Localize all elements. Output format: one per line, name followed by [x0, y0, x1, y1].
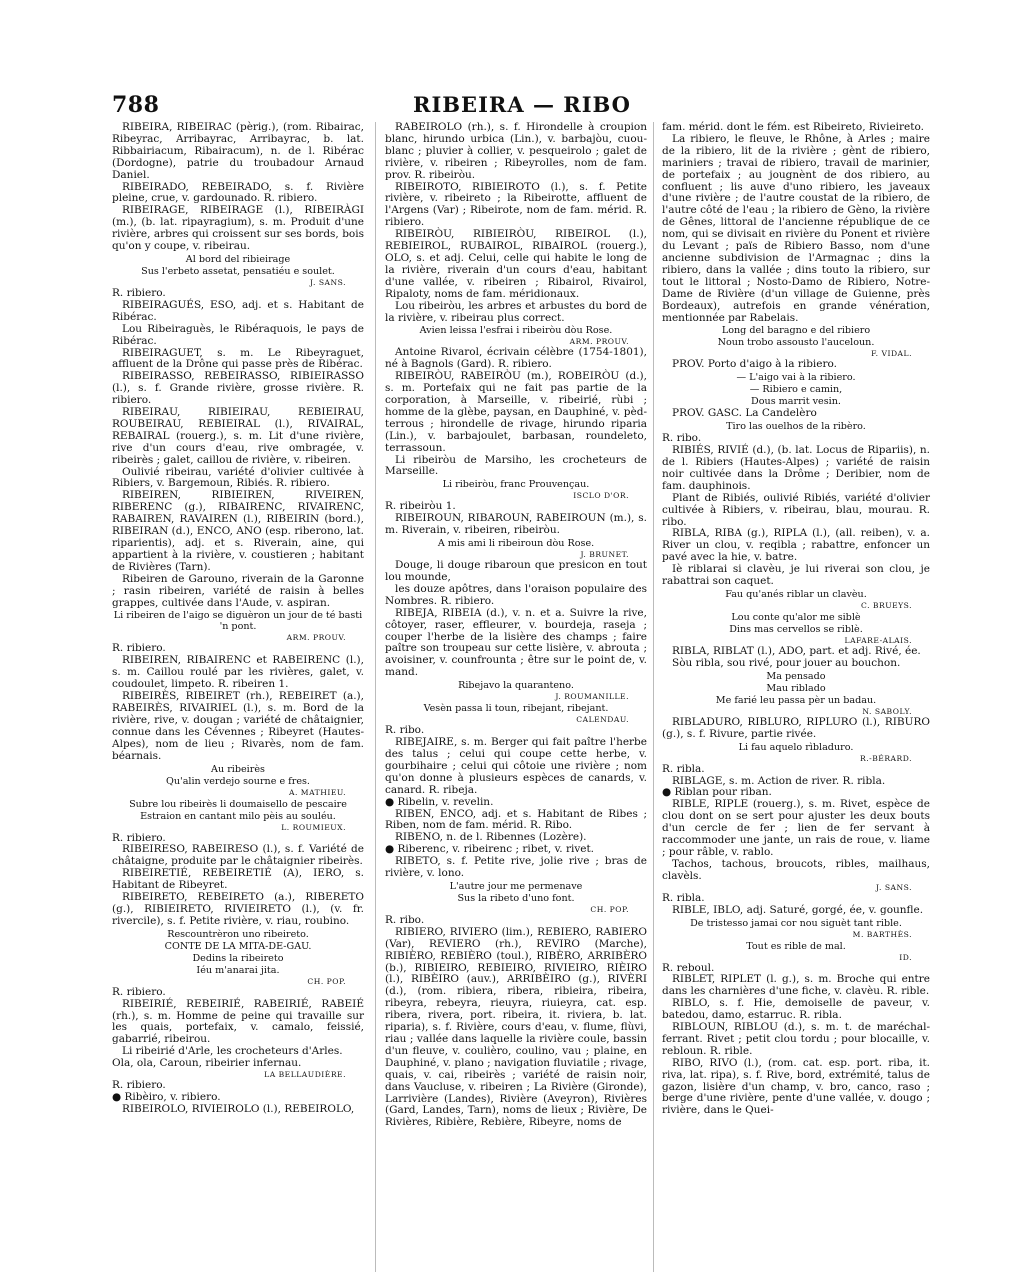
- etymology-reference: R. ribo.: [385, 913, 425, 926]
- page-header: [112, 92, 932, 118]
- quotation-line: Lou conte qu'alor me siblè: [731, 612, 861, 623]
- dictionary-entry: RIBLE, IBLO, adj. Saturé, gorgé, ée, v. gounfle.: [672, 903, 924, 916]
- quotation-source: LAFARE-ALAIS.: [844, 636, 912, 645]
- etymology-reference: R. ribo.: [662, 432, 702, 445]
- dictionary-entry: RIBETO, s. f. Petite rive, jolie rive ; bras de rivière, v. lono.: [385, 855, 647, 880]
- column-right: [662, 122, 930, 1117]
- dictionary-entry: Iè riblarai si clavèu, je lui riverai son clou, je rabattrai son caquet.: [662, 563, 930, 588]
- quotation-source: J. SANS.: [310, 277, 346, 287]
- dictionary-entry: RIBEIRÈS, RIBEIRET (rh.), REBEIRET (a.), RABEIRÈS, RIVAIRIEL (l.), s. m. Bord de la rivière, rive, v. dougan ; variété de châtaignier, connue dans les Cévennes ; Ribeyret (Hautes-Alpes), nom de lieu ; Rivarès, nom de fam. béarnais.: [112, 690, 364, 762]
- dictionary-entry: RIBLA, RIBA (g.), RIPLA (l.), (all. reiben), v. a. River un clou, v. reqibla ; rabattre, enfoncer un pavé avec la hie, v. batre.: [662, 527, 930, 564]
- dictionary-entry: RIBLE, RIPLE (rouerg.), s. m. Rivet, espèce de clou dont on se sert pour ajuster les deux bouts d'un cercle de fer ; lien de fer servant à raccommoder une jante, un rais de roue, v. liame ; pour râble, v. rablo.: [662, 798, 930, 858]
- dictionary-entry: Li ribeirié d'Arle, les crocheteurs d'Arles.: [122, 1045, 343, 1058]
- dictionary-entry: RIBEIRETIÉ, REBEIRETIÉ (A), IERO, s. Habitant de Ribeyret.: [112, 867, 364, 892]
- dictionary-entry: Oulivié ribeirau, variété d'olivier cultivée à Ribiers, v. Bargemoun, Ribiés. R. ribiero.: [112, 465, 364, 490]
- running-head: RIBEIRA — RIBO: [413, 92, 631, 117]
- quotation-line: Subre lou ribeirès li doumaisello de pescaire: [129, 798, 347, 810]
- quotation-line: Dous marrit vesin.: [751, 396, 841, 408]
- dictionary-entry: Tachos, tachous, broucots, ribles, mailhaus, clavèls.: [662, 857, 930, 882]
- dictionary-entry: RIBLO, s. f. Hie, demoiselle de paveur, v. batedou, damo, estarruc. R. ribla.: [662, 997, 930, 1022]
- dictionary-entry: RIBEIROTO, RIBIEIROTO (l.), s. f. Petite rivière, v. ribeireto ; la Ribeirotte, affluent de l'Argens (Var) ; Ribeirote, nom de fam. mérid. R. ribiero.: [385, 180, 647, 229]
- etymology-reference: R. ribiero.: [112, 831, 166, 844]
- dictionary-entry: RIBEIRASSO, REBEIRASSO, RIBIEIRASSO (l.), s. f. Grande rivière, grosse rivière. R. ribiero.: [112, 370, 364, 407]
- column-divider: [653, 122, 654, 1272]
- quotation-line: Dedins la ribeireto: [192, 952, 284, 964]
- quotation-source: F. VIDAL.: [871, 349, 912, 359]
- etymology-reference: R. ribiero.: [112, 985, 166, 998]
- quotation-line: — Ribiero e camin,: [749, 384, 843, 396]
- etymology-reference: R. ribiero.: [112, 1079, 166, 1092]
- quotation-line: Tiro las ouelhos de la ribèro.: [726, 421, 866, 433]
- quotation-source: CH. POP.: [307, 976, 346, 986]
- dictionary-entry: Sòu ribla, sou rivé, pour jouer au bouchon.: [672, 656, 901, 669]
- etymology-reference: R. ribla.: [662, 891, 705, 904]
- dictionary-entry: Li ribeiròu de Marsiho, les crocheteurs de Marseille.: [385, 453, 647, 478]
- quotation-line: Au ribeirès: [211, 763, 265, 775]
- dictionary-entry: RIBEIROLO, RIVIEIROLO (l.), REBEIROLO,: [122, 1102, 355, 1115]
- dictionary-entry: RIBLADURO, RIBLURO, RIPLURO (l.), RIBURO (g.), s. f. Rivure, partie rivée.: [662, 715, 930, 740]
- dictionary-entry: RIBLOUN, RIBLOU (d.), s. m. t. de maréchal-ferrant. Rivet ; petit clou tordu ; pour blocaille, v. rebloun. R. rible.: [662, 1021, 930, 1057]
- dictionary-entry: La ribiero, le fleuve, le Rhône, à Arles ; maire de la ribiero, lit de la rivière ; gènt de ribiero, mariniers ; travai de ribiero, travail de marinier, de portefaix ; au jougnènt de dos ribiero, au confluent ; lis auve d'uno ribiero, les javeaux d'une rivière ; de l'autre coustat de la ribiero, de l'autre côté de l'eau ; la ribiero de Gèno, la rivière de Gênes, littoral de l'ancienne république de ce nom, qui se divisait en rivière du Ponent et rivière du Levant ; païs de Ribiero Basso, nom d'une ancienne subdivision de l'Armagnac ; dins la ribiero, dans la vallée ; dins touto la ribiero, sur tout le littoral ; Nosto-Damo de Ribiero, Notre-Dame de Rivière (d'un village de Guienne, près Bordeaux), autrefois en grande vénération, mentionnée par Rabelais.: [662, 132, 930, 324]
- quotation-source: A. MATHIEU.: [288, 787, 346, 797]
- quotation-source: ID.: [899, 952, 912, 962]
- quotation-source: ISCLO D'OR.: [573, 491, 629, 501]
- quotation-line: Fau qu'anés riblar un clavèu.: [725, 589, 867, 600]
- cross-reference: ● Ribèiro, v. ribiero.: [112, 1091, 221, 1103]
- quotation-line: A mis ami li ribeiroun dòu Rose.: [437, 538, 595, 550]
- quotation-line: Me farié leu passa pèr un badau.: [715, 694, 877, 706]
- dictionary-entry: RIBEJAIRE, s. m. Berger qui fait paître l'herbe des talus ; celui qui coupe cette herbe, v. gourbihaire ; celui qui côtoie une rivière ; nom qu'on donne à plusieurs espèces de canards, v. canard. R. ribeja.: [385, 736, 647, 796]
- dictionary-entry: RIBEIRETO, REBEIRETO (a.), RIBERETO (g.), RIBIEIRETO, RIVIEIRETO (l.), (v. fr. rivercile), s. f. Petite rivière, v. riau, roubino.: [112, 891, 364, 927]
- dictionary-entry: RIBEJA, RIBEIA (d.), v. n. et a. Suivre la rive, côtoyer, raser, effleurer, v. bourdeja, raseja ; couper l'herbe de la lisière des champs ; faire paître son troupeau sur cette lisière, v. abrouta ; avoisiner, v. counfrounta ; être sur le point de, v. mand.: [385, 606, 647, 679]
- dictionary-entry: RIBIÉS, RIVIÉ (d.), (b. lat. Locus de Ripariis), n. de l. Ribiers (Hautes-Alpes) ; variété de raisin noir cultivée dans la Drôme ; Deribier, nom de fam. dauphinois.: [662, 444, 930, 492]
- quotation-line: Dins mas cervellos se riblè.: [729, 624, 863, 635]
- quotation-line: Sus la ribeto d'uno font.: [457, 892, 575, 904]
- etymology-reference: R. ribo.: [385, 724, 425, 737]
- quotation-line: Rescountrèron uno ribeireto.: [167, 928, 309, 940]
- dictionary-entry: les douze apôtres, dans l'oraison populaire des Nombres. R. ribiero.: [385, 582, 647, 607]
- quotation-line: De tristesso jamai cor nou siguèt tant rible.: [690, 917, 902, 929]
- quotation-source: CALENDAU.: [576, 715, 629, 725]
- quotation-source: LA BELLAUDIÈRE.: [264, 1070, 346, 1080]
- quotation-line: Vesèn passa li toun, ribejant, ribejant.: [423, 703, 609, 715]
- dictionary-entry: PROV. GASC. La Candelèro: [672, 407, 817, 420]
- quotation-line: Iéu m'anarai jita.: [196, 964, 280, 976]
- dictionary-entry: Antoine Rivarol, écrivain célèbre (1754-1801), né à Bagnols (Gard). R. ribiero.: [385, 346, 647, 371]
- dictionary-entry: RIBEIRA, RIBEIRAC (pèrig.), (rom. Ribairac, Ribeyrac, Arribayrac, Arribayrac, b. lat. Ribbairiacum, Ribairacum), n. de l. Ribérac (Dordogne), patrie du troubadour Arnaud Daniel.: [112, 121, 364, 181]
- dictionary-entry: RIBEIROUN, RIBAROUN, RABEIROUN (m.), s. m. Riverain, v. ribeiren, ribeiròu.: [385, 512, 647, 537]
- quotation-line: Al bord del ribieirage: [185, 253, 291, 265]
- quotation-line: Ribejavo la quaranteno.: [458, 680, 574, 692]
- quotation-line: Li fau aquelo rìbladuro.: [738, 741, 854, 753]
- dictionary-entry: RIBEIRESO, RABEIRESO (l.), s. f. Variété de châtaigne, produite par le châtaignier ribeirès.: [112, 843, 364, 868]
- quotation-source: CH. POP.: [590, 904, 629, 914]
- dictionary-entry: RIBEIRAGE, RIBEIRAGE (l.), RIBEIRÀGI (m.), (b. lat. ripayragium), s. m. Produit d'une rivière, arbres qui croissent sur ses bords, bois qu'on y coupe, v. ribeirau.: [112, 204, 364, 253]
- dictionary-entry: RIBLAGE, s. m. Action de river. R. ribla.: [672, 774, 886, 787]
- page-number: 788: [112, 92, 160, 118]
- quotation-source: J. SANS.: [876, 882, 912, 892]
- quotation-source: J. BRUNET.: [580, 550, 629, 560]
- quotation-source: ARM. PROUV.: [569, 337, 629, 347]
- column-middle: [385, 122, 647, 1129]
- quotation-source: ARM. PROUV.: [286, 633, 346, 643]
- quotation-line: Sus l'erbeto assetat, pensatiéu e soulet.: [141, 265, 335, 277]
- etymology-reference: R. reboul.: [662, 961, 715, 974]
- column-divider: [375, 122, 376, 1272]
- etymology-reference: R. ribeiròu 1.: [385, 500, 456, 513]
- quotation-source: M. BARTHÈS.: [852, 929, 912, 939]
- etymology-reference: fam. mérid. dont le fém. est Ribeireto, Rivieireto.: [662, 121, 924, 133]
- cross-reference: ● Ribelin, v. revelin.: [385, 795, 494, 808]
- dictionary-entry: Ribeiren de Garouno, riverain de la Garonne ; rasin ribeiren, variété de raisin à belles grappes, cultivée dans l'Aude, v. aspiran.: [112, 572, 364, 609]
- dictionary-entry: RIBLET, RIPLET (l. g.), s. m. Broche qui entre dans les charnières d'une fiche, v. clavèu. R. rible.: [662, 973, 930, 998]
- column-left: [112, 122, 364, 1116]
- quotation-line: Li ribeiròu, franc Prouvençau.: [442, 479, 590, 491]
- dictionary-entry: RIBEIREN, RIBAIRENC et RABEIRENC (l.), s. m. Caillou roulé par les rivières, galet, v. coudoulet, limpeto. R. ribeiren 1.: [112, 654, 364, 691]
- quotation-line: — L'aigo vai à la ribiero.: [736, 372, 856, 384]
- dictionary-entry: RABEIROLO (rh.), s. f. Hirondelle à croupion blanc, hirundo urbica (Lin.), v. barbajòu, cuou-blanc ; pluvier à collier, v. pesqueirolo ; galet de rivière, v. ribeiren ; Ribeyrolles, nom de fam. prov. R. ribeiròu.: [385, 121, 647, 181]
- quotation-line: Li ribeiren de l'aigo se diguèron un jour de té basti 'n pont.: [113, 610, 363, 633]
- etymology-reference: R. ribiero.: [112, 642, 166, 655]
- dictionary-entry: RIBEIRIÉ, REBEIRIÉ, RABEIRIÉ, RABEIÉ (rh.), s. m. Homme de peine qui travaille sur les quais, portefaix, v. camalo, feissié, gabarrié, ribeirou.: [112, 997, 364, 1046]
- dictionary-entry: RIBIERO, RIVIERO (lim.), REBIERO, RABIERO (Var), REVIERO (rh.), REVIRO (Marche), RIBIÈRO, REBIÈRO (toul.), RIBÈRO, ARRIBÈRO (b.), RIBIEIRO, REBIEIRO, RIVIEIRO, RIÈIRO (l.), RIBÈIRO (auv.), ARRIBÈIRO (g.), RIVÈRI (d.), (rom. ribiera, ribera, ribieira, ribeira, ribeyra, rebeyra, rieuyra, riuieyra, cat. esp. ribera, rivera, port. ribeira, it. riviera, b. lat. riparia), s. f. Rivière, cours d'eau, v. flume, flùvi, riau ; vallée dans laquelle la rivière coule, bassin d'un fleuve, v. coulièro, coulino, vau ; plaine, en Dauphiné, v. plano ; navigation fluviatile ; rivage, quais, v. cai, ribeirès ; variété de raisin noir, dans Vaucluse, v. ribeiren ; La Rivière (Gironde), Larrivière (Landes), Rivière (Aveyron), Rivières (Gard, Landes, Tarn), noms de lieux ; Rivière, De Rivières, Ribière, Rebière, Ribeyre, noms de: [385, 925, 647, 1129]
- dictionary-entry: RIBEIREN, RIBIEIREN, RIVEIREN, RIBERENC (g.), RIBAIRENC, RIVAIRENC, RABAIREN, RAVAIREN (l.), RIBEIRIN (bord.), RIBEIRAN (d.), ENCO, ANO (esp. riberono, lat. riparientis), adj. et s. Riverain, aine, qui appartient à la rivière, v. coustieren ; habitant de Rivières (Tarn).: [112, 489, 364, 573]
- dictionary-entry: Plant de Ribiés, oulivié Ribiés, variété d'olivier cultivée à Ribiers, v. ribeirau, blau, mourau. R. ribo.: [662, 491, 930, 528]
- dictionary-entry: RIBEIRAGUÉS, ESO, adj. et s. Habitant de Ribérac.: [112, 298, 364, 323]
- dictionary-entry: RIBEIRÒU, RIBIEIRÒU, RIBEIROL (l.), REBIEIROL, RUBAIROL, RIBAIROL (rouerg.), OLO, s. et adj. Celui, celle qui habite le long de la rivière, riverain d'un cours d'eau, habitant d'une vallée, v. ribeiren ; Ribairol, Rivairol, Ripaloty, noms de fam. méridionaux.: [385, 228, 647, 300]
- quotation-line: Long del baragno e del ribiero: [721, 325, 871, 337]
- etymology-reference: Ola, ola, Caroun, ribeirier infernau.: [112, 1057, 302, 1070]
- quotation-line: CONTE DE LA MITA-DE-GAU.: [164, 940, 312, 952]
- dictionary-entry: RIBEN, ENCO, adj. et s. Habitant de Ribes ; Riben, nom de fam. mérid. R. Ribo.: [385, 807, 647, 832]
- dictionary-entry: RIBEIRADO, REBEIRADO, s. f. Rivière pleine, crue, v. gardounado. R. ribiero.: [112, 180, 364, 205]
- quotation-source: J. ROUMANILLE.: [555, 692, 629, 702]
- quotation-line: Tout es rible de mal.: [746, 940, 846, 952]
- etymology-reference: R. ribiero.: [112, 286, 166, 299]
- quotation-line: Noun trobo assousto l'auceloun.: [717, 337, 875, 349]
- quotation-source: R.-BÉRARD.: [860, 753, 912, 763]
- cross-reference: ● Riberenc, v. ribeirenc ; ribet, v. rivet.: [385, 843, 595, 856]
- quotation-source: N. SABOLY.: [862, 706, 912, 716]
- dictionary-entry: RIBEIRAU, RIBIEIRAU, REBIEIRAU, ROUBEIRAU, REBIEIRAL (l.), RIVAIRAL, REBAIRAL (rouerg.), s. m. Lit d'une rivière, rive d'un cours d'eau, rive ombragée, v. ribeirès ; galet, caillou de rivière, v. ribeiren.: [112, 406, 364, 466]
- dictionary-entry: Douge, li douge ribaroun que presicon en tout lou mounde,: [385, 559, 647, 583]
- dictionary-entry: PROV. Porto d'aigo à la ribiero.: [672, 358, 838, 371]
- dictionary-entry: Lou ribeiròu, les arbres et arbustes du bord de la rivière, v. ribeirau plus correct.: [385, 299, 647, 324]
- quotation-line: Qu'alin verdejo sourne e fres.: [166, 775, 310, 787]
- cross-reference: ● Riblan pour riban.: [662, 786, 772, 799]
- dictionary-entry: RIBEIRÒU, RABEIRÒU (m.), ROBEIRÒU (d.), s. m. Portefaix qui ne fait pas partie de la corporation, à Marseille, v. ribeirié, rùbi ; homme de la glèbe, paysan, en Dauphiné, v. pèd-terrous ; hirondelle de rivage, hirundo riparia (Lin.), v. barbajoulet, barbasan, roundeleto, terrassoun.: [385, 370, 647, 454]
- quotation-line: Mau riblado: [766, 682, 826, 694]
- dictionary-entry: RIBENO, n. de l. Ribennes (Lozère).: [395, 831, 587, 844]
- quotation-line: L'autre jour me permenave: [449, 880, 583, 892]
- quotation-line: Estraion en cantant milo pèis au souléu.: [140, 810, 336, 822]
- dictionary-entry: RIBLA, RIBLAT (l.), ADO, part. et adj. Rivé, ée.: [672, 645, 921, 657]
- quotation-line: Ma pensado: [766, 670, 826, 682]
- dictionary-entry: Lou Ribeiraguès, le Ribéraquois, le pays de Ribérac.: [112, 322, 364, 347]
- dictionary-entry: RIBO, RIVO (l.), (rom. cat. esp. port. riba, it. riva, lat. ripa), s. f. Rive, bord, extrémité, talus de gazon, lisière d'un champ, v. bro, canco, raso ; berge d'une rivière, pente d'une vallée, v. dougo ; rivière, dans le Quei-: [662, 1056, 930, 1117]
- quotation-line: Avien leissa l'esfrai i ribeiròu dòu Rose.: [419, 325, 613, 337]
- etymology-reference: R. ribla.: [662, 762, 705, 775]
- dictionary-entry: RIBEIRAGUET, s. m. Le Ribeyraguet, affluent de la Drône qui passe près de Ribérac.: [112, 346, 364, 371]
- quotation-source: L. ROUMIEUX.: [281, 822, 346, 832]
- quotation-source: C. BRUEYS.: [861, 601, 912, 610]
